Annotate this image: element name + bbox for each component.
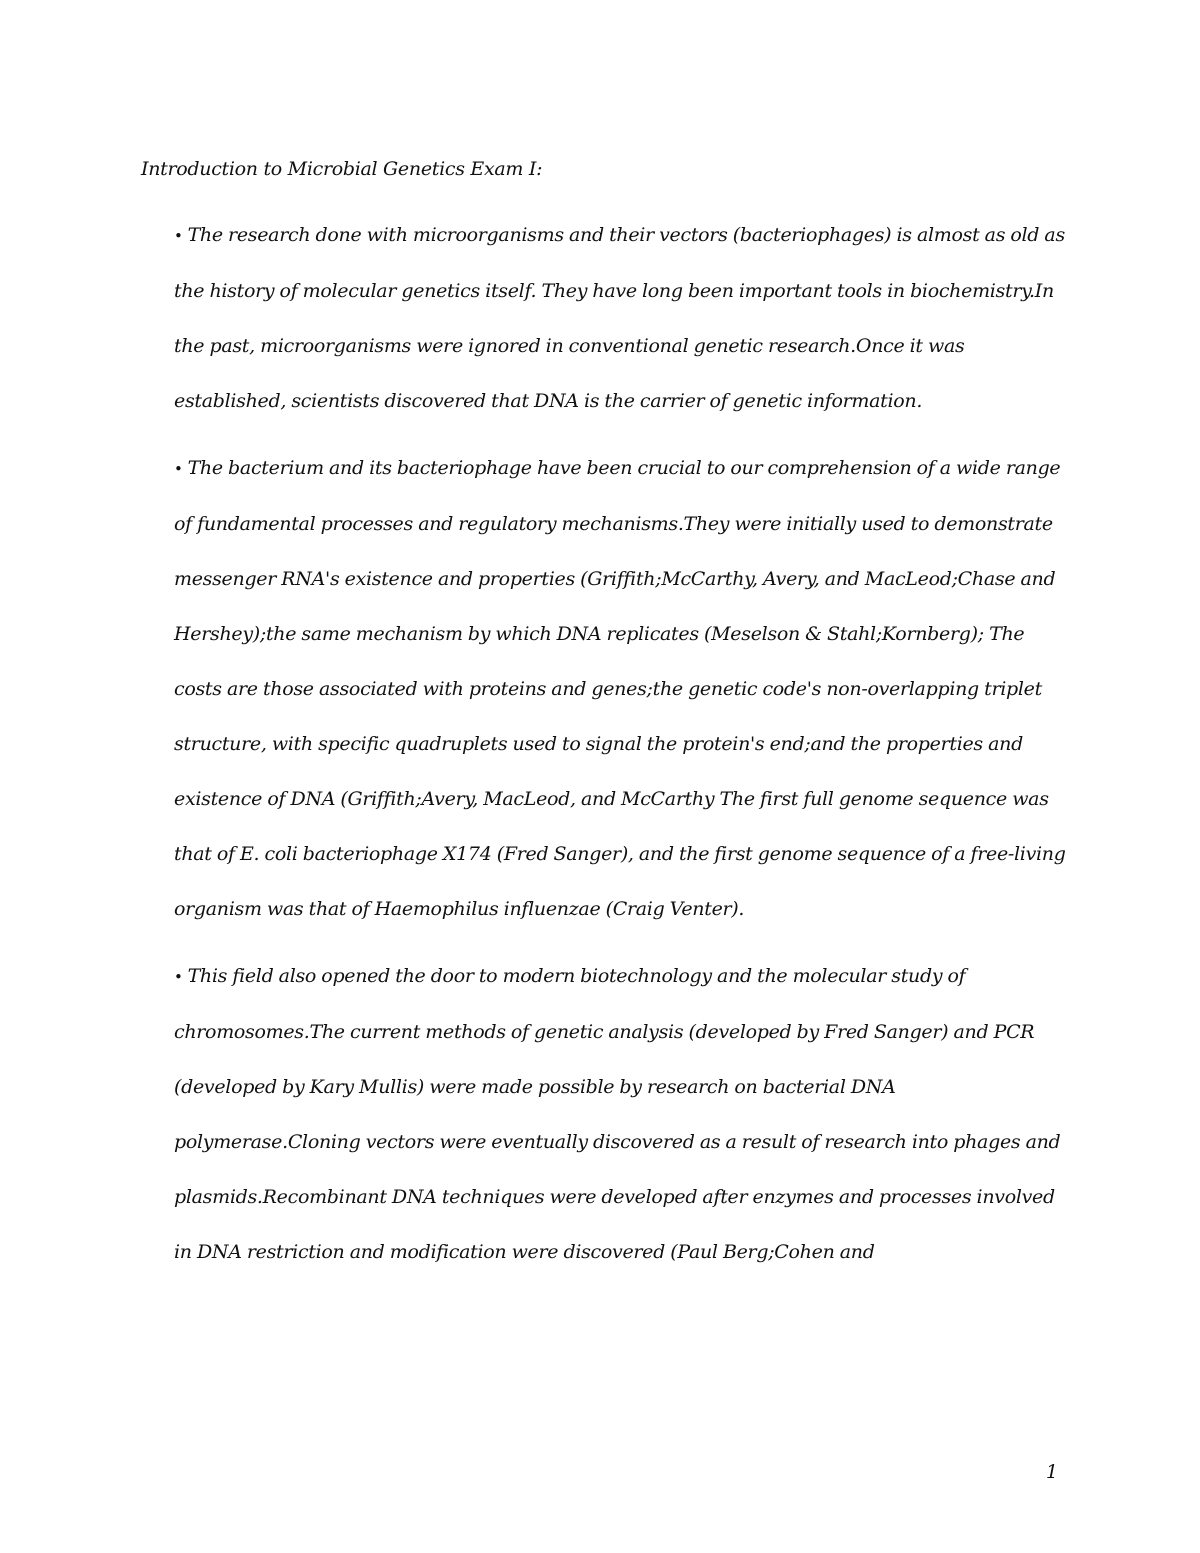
page-number: 1 xyxy=(1045,1461,1058,1483)
bullet-paragraph-1 xyxy=(174,208,1066,429)
bullet-icon: • xyxy=(174,460,183,478)
bullet-text-1: The research done with microorganisms and their vectors (bacteriophages) is almost as old as the history of molecular genetics itself. They have long been important tools in biochemistry.In the past, microorganisms were ignored in conventional genetic research.Once it was established, scientists discovered that DNA is the carrier of genetic information. xyxy=(174,224,1065,412)
document-title: Introduction to Microbial Genetics Exam I: xyxy=(141,158,543,180)
bullet-text-2: The bacterium and its bacteriophage have been crucial to our comprehension of a wide range of fundamental processes and regulatory mechanisms.They were initially used to demonstrate messenger RNA's existence and properties (Griffith;McCarthy, Avery, and MacLeod;Chase and Hershey);the same mechanism by which DNA replicates (Meselson & Stahl;Kornberg); The costs are those associated with proteins and genes;the genetic code's non-overlapping triplet structure, with specific quadruplets used to signal the protein's end;and the properties and existence of DNA (Griffith;Avery, MacLeod, and McCarthy The first full genome sequence was that of E. coli bacteriophage X174 (Fred Sanger), and the first genome sequence of a free-living organism was that of Haemophilus influenzae (Craig Venter). xyxy=(174,457,1066,920)
bullet-icon: • xyxy=(174,968,183,986)
document-body xyxy=(174,208,1066,1292)
bullet-text-3: This field also opened the door to modern biotechnology and the molecular study of chromosomes.The current methods of genetic analysis (developed by Fred Sanger) and PCR (developed by Kary Mullis) were made possible by research on bacterial DNA polymerase.Cloning vectors were eventually discovered as a result of research into phages and plasmids.Recombinant DNA techniques were developed after enzymes and processes involved in DNA restriction and modification were discovered (Paul Berg;Cohen and xyxy=(174,965,1061,1263)
bullet-paragraph-2 xyxy=(174,441,1066,937)
bullet-paragraph-3 xyxy=(174,949,1066,1280)
bullet-icon: • xyxy=(174,227,183,245)
